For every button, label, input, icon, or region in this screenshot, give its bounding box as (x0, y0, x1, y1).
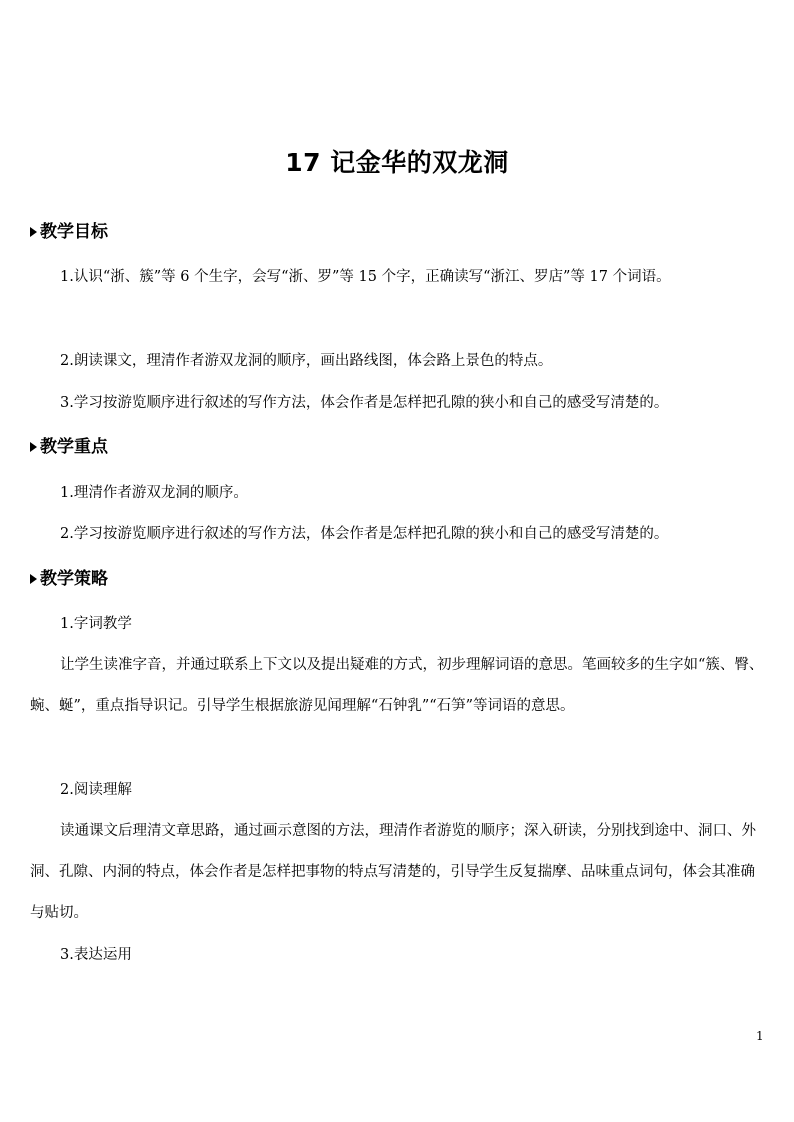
section-heading-text: 教学重点 (40, 437, 108, 457)
strategy-subheading: 3.表达运用 (60, 947, 132, 963)
triangle-icon (30, 442, 37, 452)
page-number: 1 (756, 1029, 764, 1043)
section-heading-text: 教学目标 (40, 222, 108, 242)
triangle-icon (30, 227, 37, 237)
section-heading-key-points (30, 434, 108, 460)
section-heading-text: 教学策略 (40, 569, 108, 589)
strategy-subheading: 2.阅读理解 (60, 782, 132, 798)
key-point-item: 2.学习按游览顺序进行叙述的写作方法，体会作者是怎样把孔隙的狭小和自己的感受写清楚的。 (60, 526, 669, 542)
strategy-paragraph: 让学生读准字音，并通过联系上下文以及提出疑难的方式，初步理解词语的意思。笔画较多的生字如“簇、臀、蜿、蜒”，重点指导识记。引导学生根据旅游见闻理解“石钟乳”“石笋”等词语的意思。 (30, 657, 764, 714)
objective-item: 2.朗读课文，理清作者游双龙洞的顺序，画出路线图，体会路上景色的特点。 (60, 353, 553, 369)
strategy-subheading: 1.字词教学 (60, 616, 132, 632)
objective-item: 1.认识“浙、簇”等 6 个生字，会写“浙、罗”等 15 个字，正确读写“浙江、罗店”等 17 个词语。 (60, 269, 671, 285)
strategy-paragraph: 读通课文后理清文章思路，通过画示意图的方法，理清作者游览的顺序；深入研读，分别找到途中、洞口、外洞、孔隙、内洞的特点，体会作者是怎样把事物的特点写清楚的，引导学生反复揣摩、品味重点词句，体会其准确与贴切。 (30, 823, 756, 921)
section-heading-objectives (30, 219, 108, 245)
objective-item: 3.学习按游览顺序进行叙述的写作方法，体会作者是怎样把孔隙的狭小和自己的感受写清楚的。 (60, 395, 669, 411)
page-title: 17 记金华的双龙洞 (285, 148, 509, 177)
section-heading-strategies (30, 566, 108, 592)
key-point-item: 1.理清作者游双龙洞的顺序。 (60, 485, 248, 501)
triangle-icon (30, 574, 37, 584)
